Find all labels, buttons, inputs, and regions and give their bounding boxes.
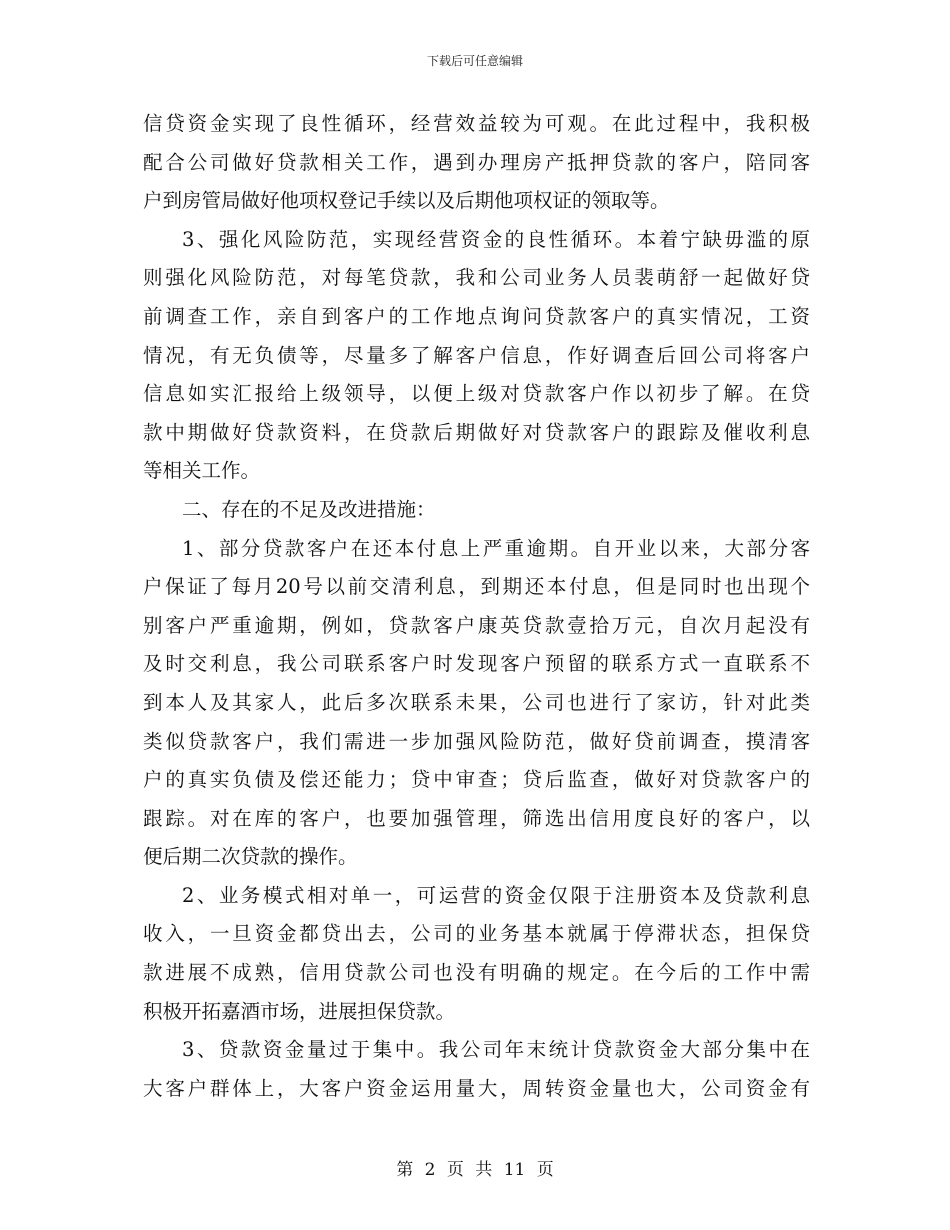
text-line: 到本人及其家人，此后多次联系未果，公司也进行了家访，针对此类	[143, 690, 810, 714]
text-line: 户保证了每月20号以前交清利息，到期还本付息，但是同时也出现个	[143, 575, 810, 599]
text-line: 2、业务模式相对单一，可运营的资金仅限于注册资本及贷款利息	[182, 883, 810, 907]
page-header: 下载后可任意编辑	[426, 54, 523, 68]
text-line: 则强化风险防范，对每笔贷款，我和公司业务人员裴萌舒一起做好贷	[143, 266, 810, 290]
text-line: 情况，有无负债等，尽量多了解客户信息，作好调查后回公司将客户	[143, 343, 810, 367]
text-line: 1、部分贷款客户在还本付息上严重逾期。自开业以来，大部分客	[182, 536, 810, 560]
text-line: 户到房管局做好他项权登记手续以及后期他项权证的领取等。	[143, 189, 670, 213]
text-line: 别客户严重逾期，例如，贷款客户康英贷款壹拾万元，自次月起没有	[143, 613, 810, 637]
text-line: 3、贷款资金量过于集中。我公司年末统计贷款资金大部分集中在	[182, 1038, 810, 1062]
text-line: 大客户群体上，大客户资金运用量大，周转资金量也大，公司资金有	[143, 1076, 810, 1100]
text-line: 信息如实汇报给上级领导，以便上级对贷款客户作以初步了解。在贷	[143, 382, 810, 406]
text-line: 款中期做好贷款资料，在贷款后期做好对贷款客户的跟踪及催收利息	[143, 420, 810, 444]
text-line: 配合公司做好贷款相关工作，遇到办理房产抵押贷款的客户，陪同客	[143, 150, 810, 174]
text-line: 及时交利息，我公司联系客户时发现客户预留的联系方式一直联系不	[143, 652, 810, 676]
page-footer: 第 2 页 共 11 页	[396, 1160, 554, 1180]
text-line: 户的真实负债及偿还能力；贷中审查；贷后监查，做好对贷款客户的	[143, 768, 810, 792]
text-line: 积极开拓嘉酒市场，进展担保贷款。	[143, 999, 456, 1023]
text-line: 跟踪。对在库的客户，也要加强管理，筛选出信用度良好的客户，以	[143, 806, 810, 830]
text-line: 3、强化风险防范，实现经营资金的良性循环。本着宁缺毋滥的原	[182, 227, 810, 251]
text-line: 类似贷款客户，我们需进一步加强风险防范，做好贷前调查，摸清客	[143, 729, 810, 753]
text-line: 收入，一旦资金都贷出去，公司的业务基本就属于停滞状态，担保贷	[143, 922, 810, 946]
section-heading: 二、存在的不足及改进措施：	[182, 497, 436, 521]
text-line: 款进展不成熟，信用贷款公司也没有明确的规定。在今后的工作中需	[143, 961, 810, 985]
text-line: 前调查工作，亲自到客户的工作地点询问贷款客户的真实情况，工资	[143, 304, 810, 328]
text-line: 信贷资金实现了良性循环，经营效益较为可观。在此过程中，我积极	[143, 112, 810, 135]
text-line: 便后期二次贷款的操作。	[143, 845, 358, 869]
text-line: 等相关工作。	[143, 459, 261, 483]
document-body	[143, 105, 810, 1108]
